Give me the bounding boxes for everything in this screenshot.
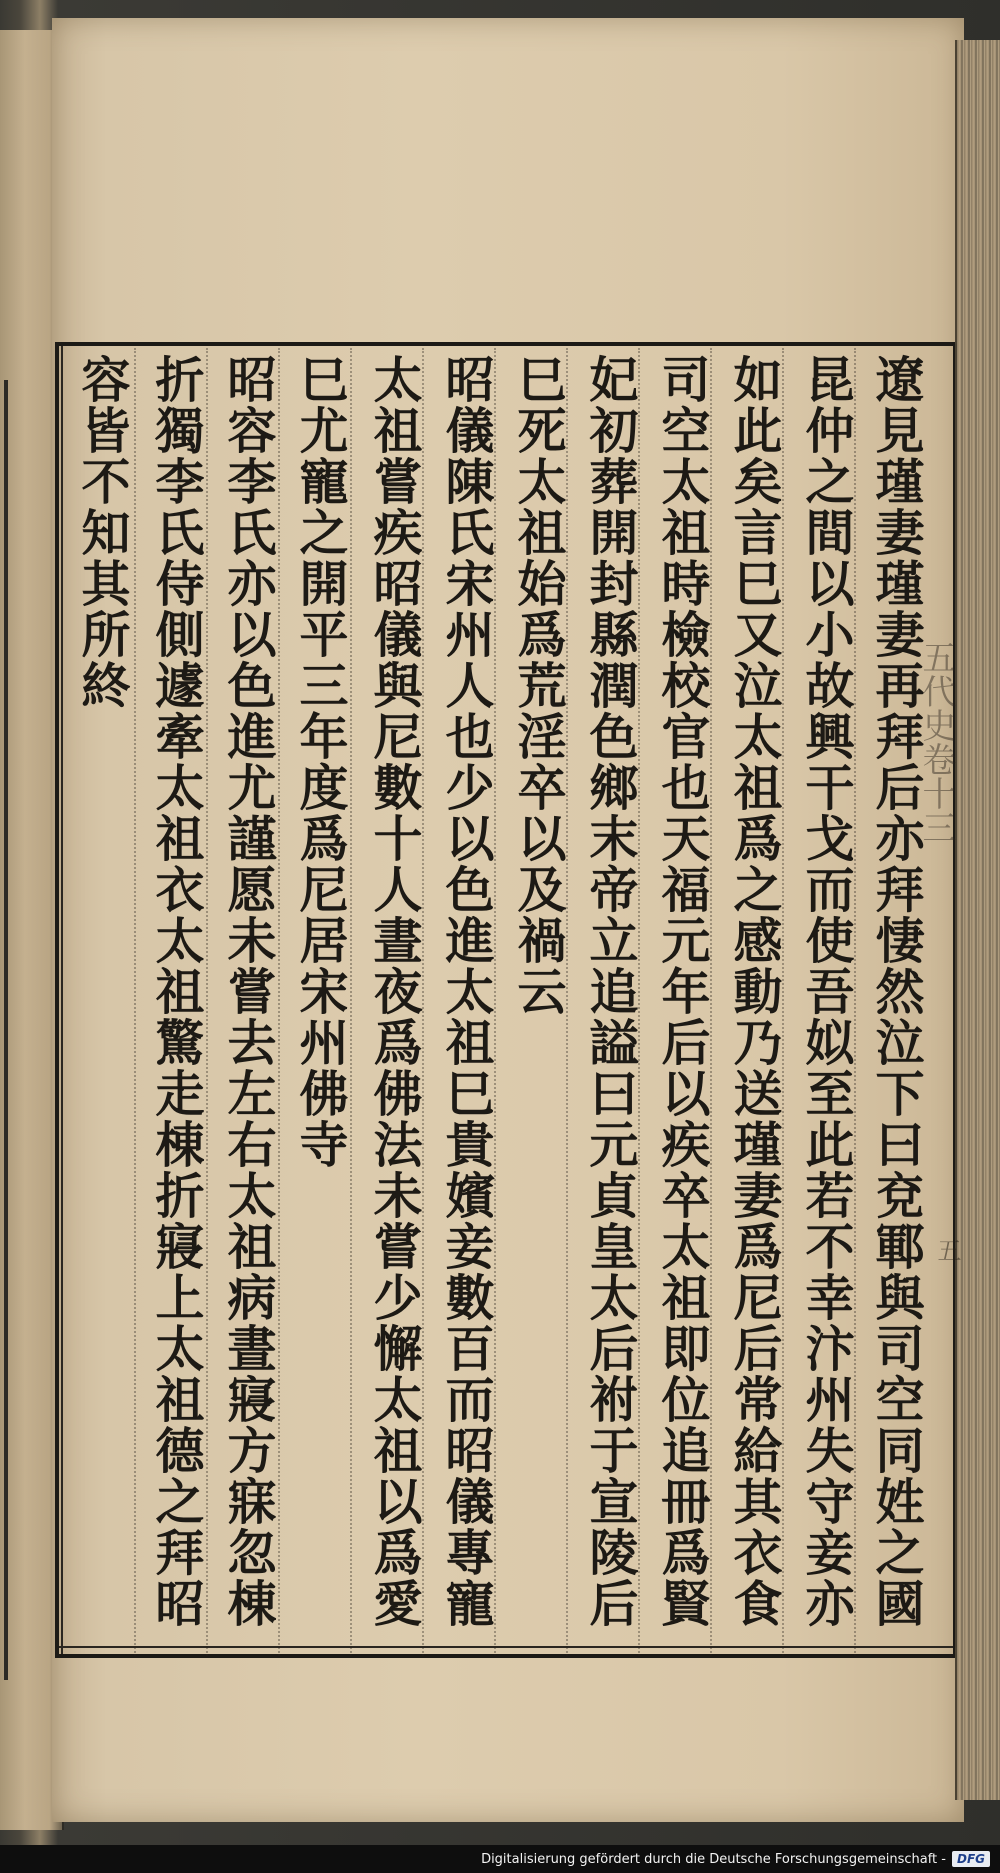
footer-credit-text: Digitalisierung gefördert durch die Deutsche Forschungsgemeinschaft - (481, 1851, 946, 1867)
text-column-2: 昆仲之間以小故興干戈而使吾姒至此若不幸汴州失守妾亦 (798, 354, 856, 1629)
text-column-7: 昭儀陳氏宋州人也少以色進太祖巳貴嬪妾數百而昭儀專寵 (438, 354, 496, 1629)
text-column-9: 巳尤寵之開平三年度爲尼居宋州佛寺 (292, 354, 350, 1170)
text-column-8: 太祖嘗疾昭儀與尼數十人晝夜爲佛法未嘗少懈太祖以爲愛 (366, 354, 424, 1629)
left-page-border-line (4, 380, 8, 1680)
text-column-5: 妃初葬開封縣潤色鄉末帝立追謚曰元貞皇太后祔于宣陵后 (582, 354, 640, 1629)
text-column-4: 司空太祖時檢校官也天福元年后以疾卒太祖即位追冊爲賢 (654, 354, 712, 1629)
column-rule (134, 348, 136, 1656)
text-column-1: 遼見瑾妻瑾妻再拜后亦拜悽然泣下曰兗鄆與司空同姓之國 (868, 354, 926, 1629)
text-column-6: 巳死太祖始爲荒淫卒以及禍云 (510, 354, 568, 1017)
spine-title: 五代史卷十三 (916, 640, 956, 844)
text-column-3: 如此矣言巳又泣太祖爲之感動乃送瑾妻爲尼后常給其衣食 (726, 354, 784, 1629)
dfg-logo: DFG (952, 1851, 990, 1867)
spine-page-number: 五 (933, 1238, 961, 1262)
text-column-12: 容皆不知其所終 (74, 354, 132, 711)
text-column-10: 昭容李氏亦以色進尤謹愿未嘗去左右太祖病晝寢方寐忽棟 (220, 354, 278, 1629)
text-column-11: 折獨李氏侍側遽牽太祖衣太祖驚走棟折寢上太祖德之拜昭 (148, 354, 206, 1629)
page-stack-edges (955, 40, 1000, 1800)
digitization-footer (0, 1845, 1000, 1873)
frame-inner-line (61, 346, 63, 1654)
